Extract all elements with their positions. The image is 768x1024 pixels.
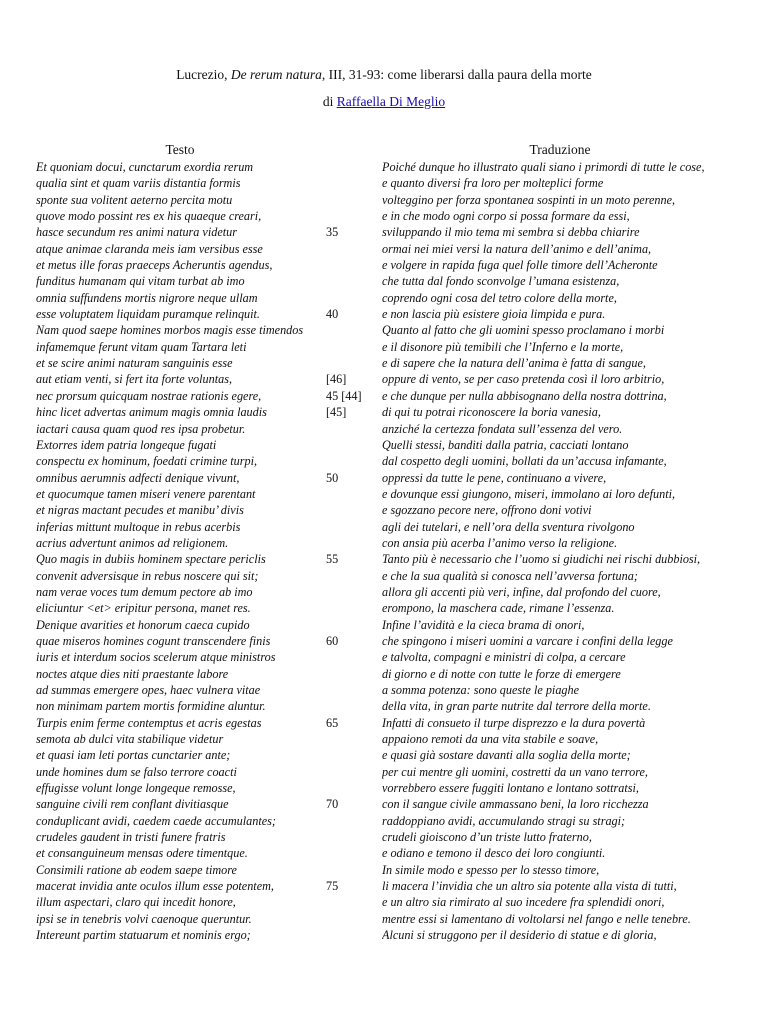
verse-row [0, 568, 768, 584]
latin-line: conduplicant avidi, caedem caede accumulantes; [36, 813, 276, 828]
latin-line: et nigras mactant pecudes et manibu’ divis [36, 503, 244, 518]
latin-line: illum aspectari, claro qui incedit honore, [36, 895, 236, 910]
latin-line: non minimam partem mortis formidine aluntur. [36, 699, 266, 714]
italian-line: mentre essi si lamentano di voltolarsi nel fango e nelle tenebre. [382, 911, 691, 926]
italian-line: ormai nei miei versi la natura dell’animo e dell’anima, [382, 241, 652, 256]
latin-line: noctes atque dies niti praestante labore [36, 666, 229, 681]
column-header-testo: Testo [165, 142, 195, 157]
latin-line: quae miseros homines cogunt transcendere finis [36, 633, 271, 648]
latin-line: omnibus aerumnis adfecti denique vivunt, [36, 470, 240, 485]
verse-row [0, 224, 768, 240]
italian-line: sviluppando il mio tema mi sembra si debba chiarire [382, 225, 640, 240]
line-number: 60 [326, 633, 339, 648]
verse-row [0, 355, 768, 371]
line-number: 65 [326, 715, 339, 730]
verse-row [0, 617, 768, 633]
latin-line: qualia sint et quam variis distantia formis [36, 176, 241, 191]
verse-row [0, 796, 768, 812]
line-number: [46] [326, 372, 347, 387]
verse-row [0, 845, 768, 861]
italian-line: e talvolta, compagni e ministri di colpa, a cercare [382, 650, 626, 665]
latin-line: eliciuntur <et> eripitur persona, manet res. [36, 601, 251, 616]
line-number: 70 [326, 797, 339, 812]
latin-line: nec prorsum quicquam nostrae rationis egere, [36, 388, 262, 403]
verse-row [0, 437, 768, 453]
verse-row [0, 371, 768, 387]
verse-row [0, 878, 768, 894]
italian-line: e sgozzano pecore nere, offrono doni votivi [382, 503, 592, 518]
latin-line: ad summas emergere opes, haec vulnera vitae [36, 683, 261, 697]
italian-line: e un altro sia rimirato al suo incedere fra splendidi onori, [382, 895, 665, 910]
italian-line: dal cospetto degli uomini, bollati da un’accusa infamante, [382, 454, 667, 469]
line-number: 45 [44] [326, 388, 362, 403]
italian-line: raddoppiano avidi, accumulando stragi su stragi; [382, 813, 626, 828]
italian-line: agli dei tutelari, e nell’ora della sventura rivolgono [382, 519, 635, 534]
latin-line: omnia suffundens mortis nigrore neque ullam [36, 290, 258, 305]
italian-line: coprendo ogni cosa del tetro colore della morte, [382, 290, 617, 305]
verse-row [0, 747, 768, 763]
latin-line: crudeles gaudent in tristi funere fratris [36, 830, 226, 845]
verse-row [0, 551, 768, 567]
verse-row [0, 584, 768, 600]
italian-line: li macera l’invidia che un altro sia potente alla vista di tutti, [382, 879, 677, 894]
verse-row [0, 715, 768, 731]
verse-row [0, 731, 768, 747]
line-number: 75 [326, 879, 339, 894]
italian-line: a somma potenza: sono queste le piaghe [382, 683, 580, 697]
work-title: De rerum natura [230, 67, 322, 82]
latin-line: iactari causa quam quod res ipsa probetur. [36, 421, 246, 436]
verse-row [0, 519, 768, 535]
italian-line: anziché la certezza fondata sull’essenza del vero. [382, 421, 623, 436]
verse-row [0, 535, 768, 551]
verse-row [0, 192, 768, 208]
verse-row [0, 600, 768, 616]
verse-row [0, 829, 768, 845]
italian-line: e che dunque per nulla abbisognano della nostra dottrina, [382, 388, 667, 403]
verse-row [0, 453, 768, 469]
verse-row [0, 208, 768, 224]
verse-row [0, 241, 768, 257]
latin-line: et metus ille foras praeceps Acheruntis agendus, [36, 258, 273, 273]
italian-line: e di sapere che la natura dell’anima è fatta di sangue, [382, 356, 646, 371]
italian-line: e non lascia più esistere gioia limpida e pura. [382, 307, 606, 322]
latin-line: hasce secundum res animi natura videtur [36, 225, 237, 240]
latin-line: et quasi iam leti portas cunctarier ante; [36, 748, 231, 763]
italian-line: e quanto diversi fra loro per molteplici forme [382, 176, 604, 191]
verse-row [0, 486, 768, 502]
line-number: [45] [326, 405, 347, 420]
verse-row [0, 290, 768, 306]
verse-row [0, 666, 768, 682]
latin-line: Extorres idem patria longeque fugati [36, 437, 217, 452]
verse-row [0, 502, 768, 518]
title-prefix: Lucrezio, [176, 67, 231, 82]
latin-line: Intereunt partim statuarum et nominis ergo; [36, 928, 251, 943]
italian-line: e odiano e temono il desco dei loro congiunti. [382, 846, 606, 861]
italian-line: Poiché dunque ho illustrato quali siano i primordi di tutte le cose, [382, 160, 705, 174]
verse-row [0, 339, 768, 355]
verse-row [0, 894, 768, 910]
verse-row [0, 175, 768, 191]
latin-line: et quocumque tamen miseri venere parentant [36, 486, 256, 501]
author-link[interactable]: Raffaella Di Meglio [336, 94, 446, 109]
latin-line: Consimili ratione ab eodem saepe timore [36, 862, 237, 877]
latin-line: acrius advertunt animos ad religionem. [36, 535, 229, 550]
latin-line: inferias mittunt multoque in rebus acerbis [36, 519, 241, 534]
italian-line: e in che modo ogni corpo si possa formare da essi, [382, 209, 630, 224]
line-number: 50 [326, 470, 339, 485]
latin-line: macerat invidia ante oculos illum esse potentem, [36, 879, 274, 894]
italian-line: con ansia più acerba l’animo verso la religione. [382, 535, 618, 550]
verse-row [0, 421, 768, 437]
italian-line: per cui mentre gli uomini, costretti da un vano terrore, [382, 764, 648, 779]
italian-line: crudeli gioiscono d’un triste lutto fraterno, [382, 830, 592, 845]
verse-row [0, 322, 768, 338]
verse-row [0, 273, 768, 289]
latin-line: sponte sua volitent aeterno percita motu [36, 192, 233, 207]
latin-line: Turpis enim ferme contemptus et acris egestas [36, 715, 262, 730]
latin-line: effugisse volunt longe longeque remosse, [36, 781, 236, 796]
latin-line: hinc licet advertas animum magis omnia laudis [36, 405, 267, 420]
italian-line: che tutta dal fondo sconvolge l’umana esistenza, [382, 274, 620, 289]
italian-line: di giorno e di notte con tutte le forze di emergere [382, 666, 621, 681]
verse-row [0, 404, 768, 420]
italian-line: In simile modo e spesso per lo stesso timore, [382, 862, 600, 877]
italian-line: e che la sua qualità si conosca nell’avversa fortuna; [382, 568, 638, 583]
verse-row [0, 470, 768, 486]
verse-row [0, 306, 768, 322]
verse-row [0, 388, 768, 404]
latin-line: Et quoniam docui, cunctarum exordia rerum [36, 160, 254, 174]
byline-prefix: di [322, 94, 337, 109]
italian-line: e dovunque essi giungono, miseri, immolano ai loro defunti, [382, 486, 676, 501]
line-number: 40 [326, 307, 339, 322]
latin-line: et se scire animi naturam sanguinis esse [36, 356, 233, 371]
verse-row [0, 159, 768, 175]
italian-line: vorrebbero essere fuggiti lontano e lontano sottratsi, [382, 781, 639, 796]
verse-row [0, 633, 768, 649]
verse-row [0, 780, 768, 796]
italian-line: volteggino per forza spontanea sospinti in un moto perenne, [382, 192, 676, 207]
verse-table [0, 159, 768, 944]
italian-line: della vita, in gran parte nutrite dal terrore della morte. [382, 699, 651, 714]
verse-row [0, 764, 768, 780]
latin-line: esse voluptatem liquidam puramque relinquit. [36, 307, 260, 322]
verse-row [0, 698, 768, 714]
italian-line: Infine l’avidità e la cieca brama di onori, [382, 617, 585, 632]
title-suffix: , III, 31-93: come liberarsi dalla paura della morte [321, 67, 592, 82]
verse-row [0, 649, 768, 665]
latin-line: sanguine civili rem conflant divitiasque [36, 797, 229, 812]
italian-line: Tanto più è necessario che l’uomo si giudichi nei rischi dubbiosi, [382, 552, 701, 567]
latin-line: unde homines dum se falso terrore coacti [36, 764, 237, 779]
latin-line: Quo magis in dubiis hominem spectare periclis [36, 552, 266, 567]
italian-line: di qui tu potrai riconoscere la boria vanesia, [382, 405, 601, 420]
italian-line: oppure di vento, se per caso pretenda così il loro arbitrio, [382, 372, 665, 387]
italian-line: Quanto al fatto che gli uomini spesso proclamano i morbi [382, 323, 665, 338]
latin-line: Denique avarities et honorum caeca cupido [36, 617, 250, 632]
italian-line: allora gli accenti più veri, infine, dal profondo del cuore, [382, 584, 661, 599]
verse-row [0, 257, 768, 273]
italian-line: e quasi già sostare davanti alla soglia della morte; [382, 748, 631, 763]
latin-line: quove modo possint res ex his quaeque creari, [36, 209, 262, 224]
verse-row [0, 911, 768, 927]
latin-line: iuris et interdum socios scelerum atque ministros [36, 650, 276, 665]
latin-line: infamemque ferunt vitam quam Tartara leti [36, 339, 247, 354]
italian-line: Alcuni si struggono per il desiderio di statue e di gloria, [382, 928, 657, 943]
latin-line: Nam quod saepe homines morbos magis esse timendos [36, 323, 304, 338]
italian-line: e il disonore più temibili che l’Inferno e la morte, [382, 339, 624, 354]
verse-row [0, 813, 768, 829]
verse-row [0, 927, 768, 943]
latin-line: semota ab dulci vita stabilique videtur [36, 732, 224, 747]
latin-line: aut etiam venti, si fert ita forte voluntas, [36, 372, 232, 387]
italian-line: che spingono i miseri uomini a varcare i confini della legge [382, 633, 673, 648]
column-header-traduzione: Traduzione [529, 142, 591, 157]
latin-line: atque animae claranda meis iam versibus esse [36, 241, 263, 256]
latin-line: nam verae voces tum demum pectore ab imo [36, 584, 253, 599]
latin-line: conspectu ex hominum, foedati crimine turpi, [36, 454, 258, 469]
verse-row [0, 682, 768, 698]
latin-line: ipsi se in tenebris volvi caenoque queruntur. [36, 911, 252, 926]
latin-line: funditus humanam qui vitam turbat ab imo [36, 274, 245, 289]
italian-line: Infatti di consueto il turpe disprezzo e la dura povertà [382, 715, 646, 730]
italian-line: erompono, la maschera cade, rimane l’essenza. [382, 601, 615, 616]
latin-line: convenit adversisque in rebus noscere qui sit; [36, 568, 259, 583]
line-number: 35 [326, 225, 339, 240]
byline [0, 93, 768, 111]
latin-line: et consanguineum mensas odere timentque. [36, 846, 248, 861]
line-number: 55 [326, 552, 339, 567]
italian-line: appaiono remoti da una vita stabile e soave, [382, 732, 599, 747]
italian-line: e volgere in rapida fuga quel folle timore dell’Acheronte [382, 258, 658, 273]
verse-row [0, 862, 768, 878]
italian-line: oppressi da tutte le pene, continuano a vivere, [382, 470, 607, 485]
italian-line: con il sangue civile ammassano beni, la loro ricchezza [382, 797, 649, 812]
page-title [0, 66, 768, 84]
italian-line: Quelli stessi, banditi dalla patria, cacciati lontano [382, 437, 629, 452]
